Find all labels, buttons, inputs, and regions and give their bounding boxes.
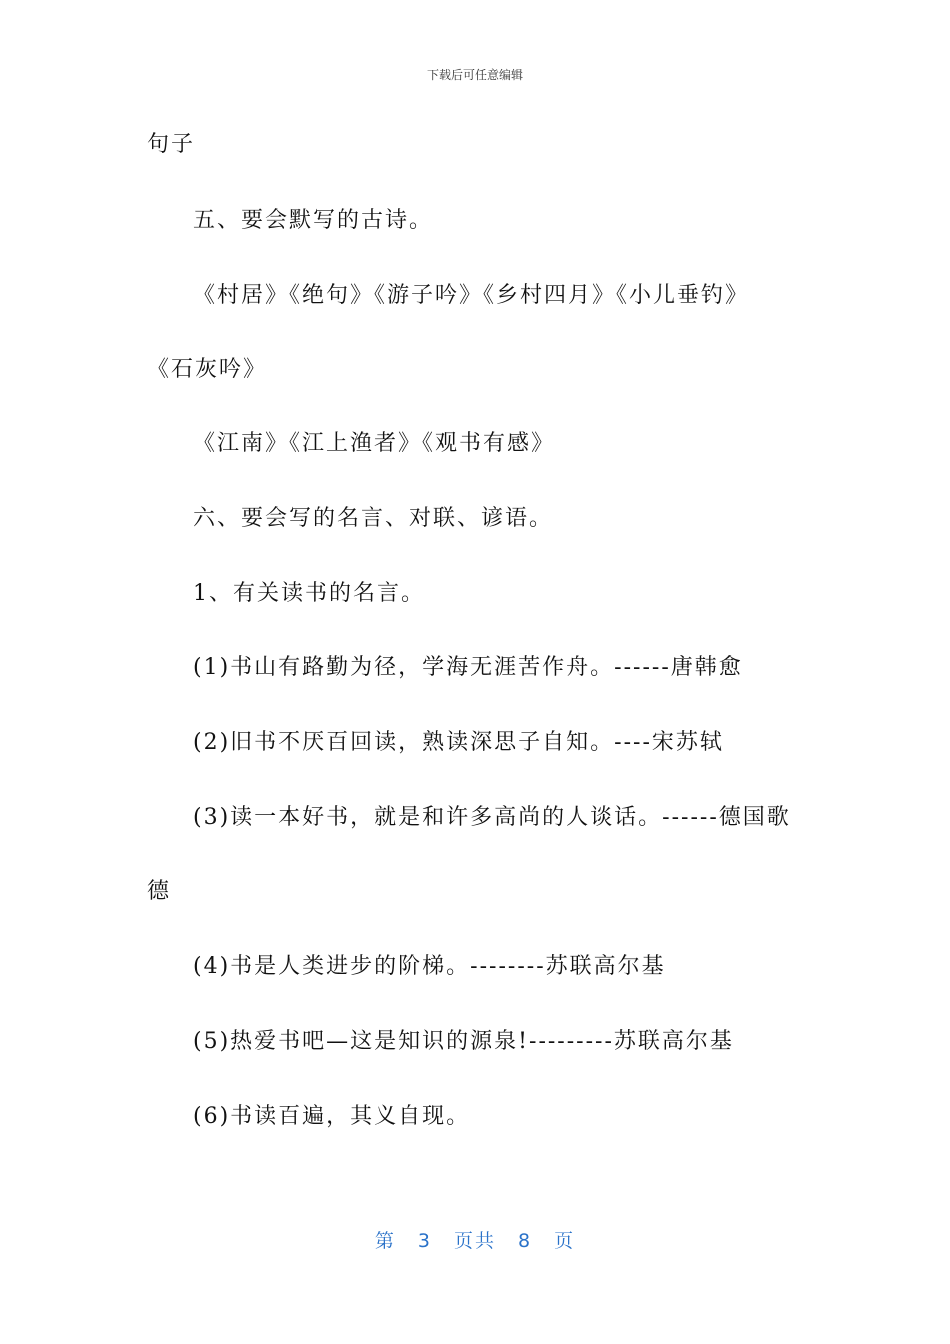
quote-item: (6)书读百遍，其义自现。 xyxy=(193,1104,471,1129)
section-heading-quotes: 六、要会写的名言、对联、谚语。 xyxy=(193,506,554,531)
quote-item: (3)读一本好书，就是和许多高尚的人谈话。------德国歌 xyxy=(193,805,791,830)
body-line: 《村居》《绝句》《游子吟》《乡村四月》《小儿垂钓》 xyxy=(193,283,750,308)
body-line: 《石灰吟》 xyxy=(147,357,268,382)
quote-item: (1)书山有路勤为径，学海无涯苦作舟。------唐韩愈 xyxy=(193,655,743,680)
quote-item: (4)书是人类进步的阶梯。--------苏联高尔基 xyxy=(193,954,666,979)
header-note: 下载后可任意编辑 xyxy=(426,68,523,82)
body-line: 德 xyxy=(147,879,172,904)
page-number-footer: 第 3 页共 8 页 xyxy=(374,1230,576,1252)
quote-item: (2)旧书不厌百回读，熟读深思子自知。----宋苏轼 xyxy=(193,730,724,755)
section-heading-poems: 五、要会默写的古诗。 xyxy=(193,208,434,233)
body-line: 句子 xyxy=(147,132,196,157)
subsection-heading: 1、有关读书的名言。 xyxy=(193,581,425,606)
quote-item: (5)热爱书吧—这是知识的源泉!---------苏联高尔基 xyxy=(193,1029,734,1054)
body-line: 《江南》《江上渔者》《观书有感》 xyxy=(193,431,556,456)
